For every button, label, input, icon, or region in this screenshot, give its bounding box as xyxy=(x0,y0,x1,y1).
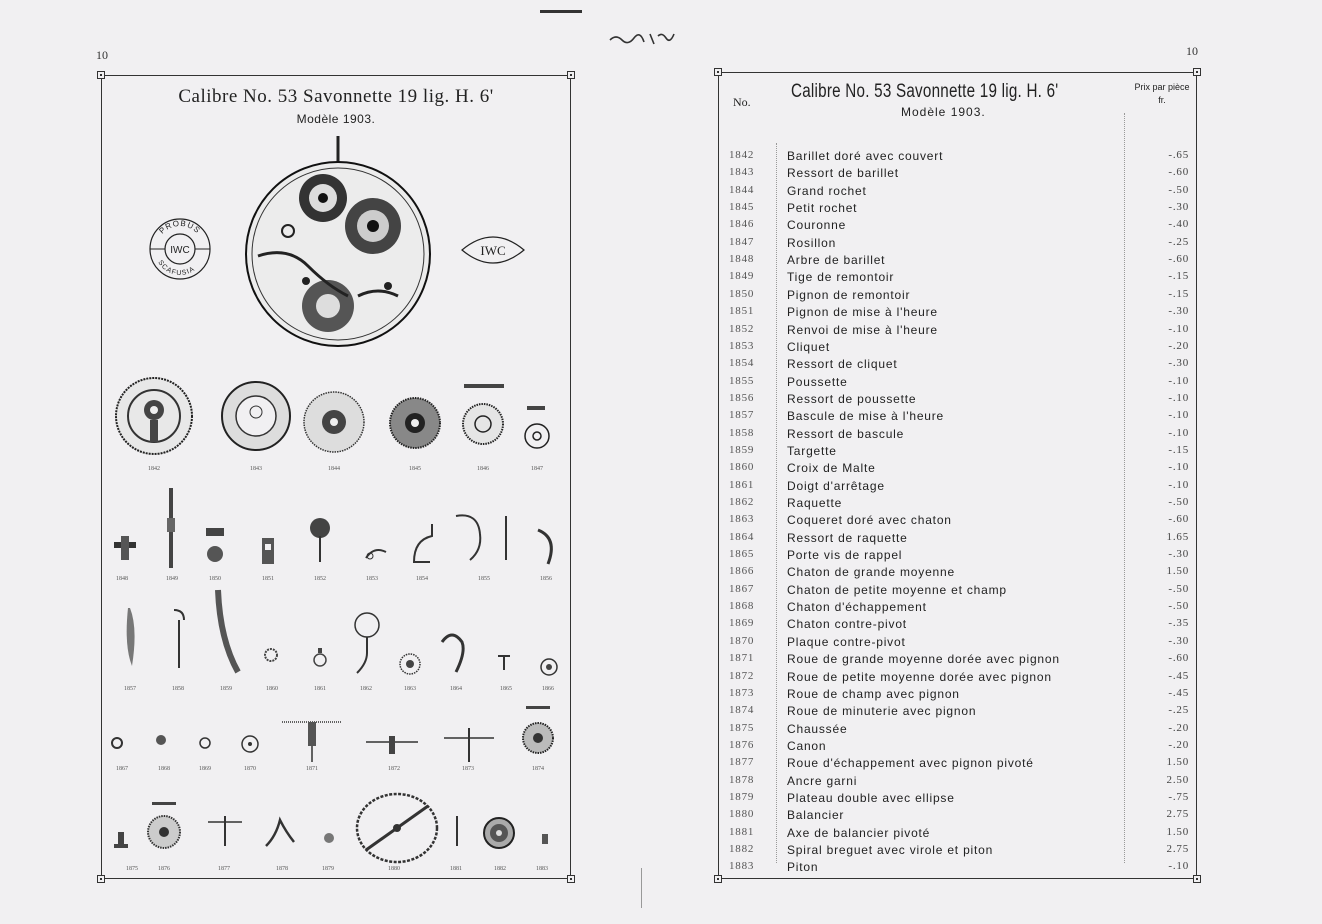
part-number: 1866 xyxy=(729,565,755,578)
part-description: Renvoi de mise à l'heure xyxy=(787,322,938,337)
figure-label: 1854 xyxy=(416,576,428,582)
price-list-row xyxy=(719,461,1189,478)
part-number: 1867 xyxy=(729,582,755,595)
part-figure-1852 xyxy=(308,516,332,564)
part-number: 1861 xyxy=(729,478,755,491)
figure-label: 1847 xyxy=(531,466,543,472)
part-number: 1881 xyxy=(729,825,755,838)
part-number: 1872 xyxy=(729,669,755,682)
part-number: 1844 xyxy=(729,183,755,196)
part-figure-1844 xyxy=(302,390,366,454)
price-list-row xyxy=(719,565,1189,582)
part-number: 1868 xyxy=(729,600,755,613)
part-description: Targette xyxy=(787,443,837,458)
right-page-subtitle: Modèle 1903. xyxy=(901,105,986,119)
figure-label: 1859 xyxy=(220,686,232,692)
part-figure-1857 xyxy=(122,606,140,670)
price-list-row xyxy=(719,340,1189,357)
part-price: -.15 xyxy=(1168,270,1189,283)
frame-corner xyxy=(714,68,722,76)
part-number: 1875 xyxy=(729,721,755,734)
iwc-lozenge-logo xyxy=(460,234,526,266)
part-description: Barillet doré avec couvert xyxy=(787,149,944,163)
price-list-row xyxy=(719,149,1189,166)
part-price: 1.50 xyxy=(1166,825,1189,838)
figure-label: 1849 xyxy=(166,576,178,582)
part-figure-1876 xyxy=(144,802,184,850)
price-list-row xyxy=(719,756,1189,773)
right-page-title: Calibre No. 53 Savonnette 19 lig. H. 6' xyxy=(791,81,1059,102)
figure-label: 1876 xyxy=(158,866,170,872)
handwritten-mark xyxy=(608,30,678,46)
price-list-row xyxy=(719,722,1189,739)
part-description: Bascule de mise à l'heure xyxy=(787,409,945,424)
part-description: Pignon de remontoir xyxy=(787,287,911,302)
part-figure-1873 xyxy=(444,728,494,762)
left-page-number: 10 xyxy=(96,48,108,62)
part-figure-1867 xyxy=(110,736,124,750)
part-price: -.20 xyxy=(1168,721,1189,734)
figure-label: 1843 xyxy=(250,466,262,472)
part-number: 1850 xyxy=(729,287,755,300)
part-description: Roue de champ avec pignon xyxy=(787,686,960,701)
part-figure-1869 xyxy=(198,736,212,750)
price-list-row xyxy=(719,652,1189,669)
part-description: Cliquet xyxy=(787,339,830,354)
part-price: -.10 xyxy=(1168,409,1189,422)
part-price: 1.50 xyxy=(1166,565,1189,578)
figure-label: 1870 xyxy=(244,766,256,772)
frame-corner xyxy=(1193,68,1201,76)
part-number: 1882 xyxy=(729,843,755,855)
part-price: -.10 xyxy=(1168,478,1189,491)
part-figure-1859 xyxy=(212,588,242,674)
price-list-row xyxy=(719,375,1189,392)
part-description: Poussette xyxy=(787,374,848,389)
left-page-subtitle: Modèle 1903. xyxy=(296,112,376,126)
part-figure-1845 xyxy=(388,396,442,450)
part-number: 1871 xyxy=(729,652,755,665)
price-list-row xyxy=(719,409,1189,426)
price-list-row xyxy=(719,236,1189,253)
figure-label: 1879 xyxy=(322,866,334,872)
figure-label: 1880 xyxy=(388,866,400,872)
figure-label: 1842 xyxy=(148,466,160,472)
part-description: Ressort de barillet xyxy=(787,166,899,181)
part-number: 1860 xyxy=(729,461,755,474)
part-description: Plaque contre-pivot xyxy=(787,634,906,649)
part-figure-1846 xyxy=(458,384,508,446)
figure-label: 1860 xyxy=(266,686,278,692)
part-price: -.50 xyxy=(1168,600,1189,613)
part-description: Croix de Malte xyxy=(787,461,876,476)
part-number: 1842 xyxy=(729,149,755,161)
figure-label: 1874 xyxy=(532,766,544,772)
figure-label: 1862 xyxy=(360,686,372,692)
part-figure-1862 xyxy=(352,611,382,675)
svg-text:SCAFUSIA xyxy=(156,259,196,277)
right-page-frame xyxy=(718,72,1197,879)
part-price: -.65 xyxy=(1168,149,1189,161)
price-list-row xyxy=(719,218,1189,235)
figure-label: 1867 xyxy=(116,766,128,772)
price-list-row xyxy=(719,270,1189,287)
price-list-row xyxy=(719,201,1189,218)
figure-label: 1845 xyxy=(409,466,421,472)
part-price: -.45 xyxy=(1168,686,1189,699)
figure-label: 1846 xyxy=(477,466,489,472)
part-figure-1842 xyxy=(114,372,194,460)
part-price: -.15 xyxy=(1168,443,1189,456)
figure-label: 1872 xyxy=(388,766,400,772)
part-price: 2.50 xyxy=(1166,773,1189,786)
part-figure-1875 xyxy=(114,832,128,848)
part-figure-1847 xyxy=(522,406,552,450)
part-figure-1864 xyxy=(438,632,468,676)
scan-mark-top xyxy=(540,10,582,13)
figure-label: 1852 xyxy=(314,576,326,582)
part-description: Ancre garni xyxy=(787,773,858,788)
price-list-row xyxy=(719,635,1189,652)
figure-label: 1848 xyxy=(116,576,128,582)
part-price: -.25 xyxy=(1168,235,1189,248)
price-list-row xyxy=(719,548,1189,565)
part-figure-1872 xyxy=(366,732,418,756)
part-description: Roue de petite moyenne dorée avec pignon xyxy=(787,669,1052,684)
price-list-row xyxy=(719,687,1189,704)
part-number: 1846 xyxy=(729,218,755,231)
figure-label: 1883 xyxy=(536,866,548,872)
part-description: Tige de remontoir xyxy=(787,270,895,285)
part-price: 1.65 xyxy=(1166,530,1189,543)
part-description: Roue de grande moyenne dorée avec pignon xyxy=(787,652,1060,667)
figure-label: 1861 xyxy=(314,686,326,692)
part-price: -.10 xyxy=(1168,860,1189,873)
part-number: 1856 xyxy=(729,391,755,404)
part-price: -.35 xyxy=(1168,617,1189,630)
price-list-row xyxy=(719,739,1189,756)
part-number: 1863 xyxy=(729,513,755,526)
part-number: 1855 xyxy=(729,374,755,387)
figure-label: 1869 xyxy=(199,766,211,772)
part-figure-1848 xyxy=(112,536,138,562)
part-price: -.60 xyxy=(1168,166,1189,179)
price-list-row xyxy=(719,583,1189,600)
figure-label: 1868 xyxy=(158,766,170,772)
figure-label: 1878 xyxy=(276,866,288,872)
figure-label: 1882 xyxy=(494,866,506,872)
price-list-row xyxy=(719,704,1189,721)
part-figure-1871 xyxy=(282,716,342,764)
part-number: 1874 xyxy=(729,704,755,717)
price-list-row xyxy=(719,617,1189,634)
price-list-row xyxy=(719,860,1189,877)
part-number: 1869 xyxy=(729,617,755,630)
figure-label: 1856 xyxy=(540,576,552,582)
part-description: Ressort de cliquet xyxy=(787,357,898,372)
part-number: 1862 xyxy=(729,496,755,508)
part-figure-1856 xyxy=(534,526,558,566)
part-description: Chaton d'échappement xyxy=(787,600,927,615)
part-description: Ressort de bascule xyxy=(787,426,905,441)
part-number: 1849 xyxy=(729,270,755,283)
part-figure-1853 xyxy=(364,546,388,562)
part-number: 1843 xyxy=(729,166,755,179)
part-figure-1883 xyxy=(540,832,554,846)
part-figure-1874 xyxy=(520,706,556,758)
figure-label: 1855 xyxy=(478,576,490,582)
part-number: 1847 xyxy=(729,235,755,248)
frame-corner xyxy=(567,875,575,883)
part-price: -.50 xyxy=(1168,496,1189,508)
figure-label: 1877 xyxy=(218,866,230,872)
part-figure-1858 xyxy=(170,606,188,670)
part-price: -.60 xyxy=(1168,253,1189,266)
part-description: Plateau double avec ellipse xyxy=(787,790,955,805)
part-figure-1855 xyxy=(452,512,516,564)
watch-movement-illustration xyxy=(238,136,438,346)
part-description: Rosillon xyxy=(787,235,837,250)
seal-center-text: IWC xyxy=(170,245,190,256)
page-gutter-mark xyxy=(641,868,642,908)
part-figure-1843 xyxy=(220,380,292,452)
part-price: -.30 xyxy=(1168,634,1189,647)
figure-label: 1866 xyxy=(542,686,554,692)
part-description: Canon xyxy=(787,738,827,753)
part-description: Porte vis de rappel xyxy=(787,548,903,563)
figure-label: 1881 xyxy=(450,866,462,872)
part-description: Raquette xyxy=(787,496,843,510)
part-description: Grand rochet xyxy=(787,183,867,198)
price-list-row xyxy=(719,513,1189,530)
part-number: 1853 xyxy=(729,339,755,352)
price-list-row xyxy=(719,184,1189,201)
price-list-row xyxy=(719,253,1189,270)
part-figure-1878 xyxy=(262,816,296,850)
part-figure-1866 xyxy=(540,658,558,676)
part-price: -.50 xyxy=(1168,582,1189,595)
part-description: Chaton contre-pivot xyxy=(787,617,907,632)
part-price: -.15 xyxy=(1168,287,1189,300)
part-number: 1864 xyxy=(729,530,755,543)
part-price: -.75 xyxy=(1168,790,1189,803)
part-number: 1883 xyxy=(729,860,755,873)
price-list-row xyxy=(719,288,1189,305)
part-price: -.30 xyxy=(1168,305,1189,318)
part-number: 1865 xyxy=(729,548,755,561)
part-price: 2.75 xyxy=(1166,843,1189,855)
part-price: -.60 xyxy=(1168,513,1189,526)
part-number: 1852 xyxy=(729,322,755,335)
figure-label: 1853 xyxy=(366,576,378,582)
figure-label: 1863 xyxy=(404,686,416,692)
part-figure-1849 xyxy=(164,488,178,568)
part-figure-1861 xyxy=(312,648,328,668)
part-number: 1857 xyxy=(729,409,755,422)
part-price: -.40 xyxy=(1168,218,1189,231)
part-price: -.20 xyxy=(1168,339,1189,352)
part-description: Petit rochet xyxy=(787,201,858,216)
price-list-row xyxy=(719,496,1189,513)
part-number: 1854 xyxy=(729,357,755,370)
price-list-row xyxy=(719,531,1189,548)
part-figure-1870 xyxy=(240,734,260,754)
price-list-row xyxy=(719,826,1189,843)
part-description: Axe de balancier pivoté xyxy=(787,825,931,840)
figure-label: 1844 xyxy=(328,466,340,472)
part-description: Piton xyxy=(787,860,819,875)
part-price: -.30 xyxy=(1168,548,1189,561)
part-description: Coqueret doré avec chaton xyxy=(787,513,952,528)
part-number: 1870 xyxy=(729,634,755,647)
figure-label: 1858 xyxy=(172,686,184,692)
part-price: 1.50 xyxy=(1166,756,1189,769)
left-page-title: Calibre No. 53 Savonnette 19 lig. H. 6' xyxy=(178,86,494,107)
part-description: Doigt d'arrêtage xyxy=(787,478,885,493)
part-description: Arbre de barillet xyxy=(787,253,886,268)
part-figure-1860 xyxy=(264,646,278,664)
part-number: 1878 xyxy=(729,773,755,786)
price-list-row xyxy=(719,323,1189,340)
part-figure-1863 xyxy=(398,652,422,676)
part-figure-1877 xyxy=(208,816,242,846)
part-number: 1858 xyxy=(729,426,755,439)
part-description: Spiral breguet avec virole et piton xyxy=(787,843,994,857)
part-description: Roue de minuterie avec pignon xyxy=(787,704,977,719)
part-number: 1879 xyxy=(729,790,755,803)
part-number: 1877 xyxy=(729,756,755,769)
frame-corner xyxy=(97,875,105,883)
part-description: Chaton de petite moyenne et champ xyxy=(787,582,1007,597)
part-number: 1873 xyxy=(729,686,755,699)
part-figure-1881 xyxy=(452,816,462,846)
figure-label: 1871 xyxy=(306,766,318,772)
price-header-line1: Prix par pièce xyxy=(1134,82,1190,92)
part-price: -.50 xyxy=(1168,183,1189,196)
part-price: -.10 xyxy=(1168,391,1189,404)
price-list-row xyxy=(719,843,1189,860)
part-figure-1850 xyxy=(204,528,226,564)
price-list-row xyxy=(719,392,1189,409)
price-list-row xyxy=(719,808,1189,825)
frame-corner xyxy=(97,71,105,79)
price-list-row xyxy=(719,427,1189,444)
iwc-lozenge-text: IWC xyxy=(480,243,506,258)
price-list-row xyxy=(719,305,1189,322)
part-number: 1880 xyxy=(729,808,755,821)
price-list-row xyxy=(719,670,1189,687)
price-header-line2: fr. xyxy=(1158,95,1166,105)
part-figure-1880 xyxy=(352,788,442,862)
part-price: -.30 xyxy=(1168,357,1189,370)
part-number: 1859 xyxy=(729,443,755,456)
part-figure-1868 xyxy=(154,733,168,747)
frame-corner xyxy=(1193,875,1201,883)
seal-top-text: PROBUS xyxy=(157,218,203,236)
part-figure-1882 xyxy=(482,816,516,850)
seal-bottom-text: SCAFUSIA xyxy=(156,259,197,278)
part-description: Chaussée xyxy=(787,721,848,736)
price-list-row xyxy=(719,791,1189,808)
part-price: -.20 xyxy=(1168,738,1189,751)
svg-text:PROBUS xyxy=(157,219,202,236)
part-price: -.10 xyxy=(1168,374,1189,387)
probus-iwc-seal xyxy=(147,216,213,282)
part-figure-1851 xyxy=(260,538,276,564)
part-price: -.45 xyxy=(1168,669,1189,682)
part-number: 1845 xyxy=(729,201,755,214)
part-description: Balancier xyxy=(787,808,845,823)
part-price: -.60 xyxy=(1168,652,1189,665)
part-price: -.10 xyxy=(1168,426,1189,439)
part-number: 1876 xyxy=(729,738,755,751)
column-header-price xyxy=(1132,81,1192,107)
part-description: Chaton de grande moyenne xyxy=(787,565,955,580)
figure-label: 1864 xyxy=(450,686,462,692)
price-list-row xyxy=(719,444,1189,461)
right-page-number: 10 xyxy=(1186,44,1198,58)
part-description: Ressort de raquette xyxy=(787,530,908,545)
part-price: -.30 xyxy=(1168,201,1189,214)
figure-label: 1857 xyxy=(124,686,136,692)
frame-corner xyxy=(567,71,575,79)
column-header-no: No. xyxy=(733,95,751,109)
figure-label: 1873 xyxy=(462,766,474,772)
part-number: 1851 xyxy=(729,305,755,318)
figure-label: 1851 xyxy=(262,576,274,582)
part-figure-1879 xyxy=(322,831,336,845)
part-price: 2.75 xyxy=(1166,808,1189,821)
part-description: Couronne xyxy=(787,218,847,233)
part-description: Pignon de mise à l'heure xyxy=(787,305,938,320)
price-list-row xyxy=(719,774,1189,791)
price-list-row xyxy=(719,357,1189,374)
left-page-frame xyxy=(101,75,571,879)
price-list-row xyxy=(719,479,1189,496)
part-description: Ressort de poussette xyxy=(787,391,917,406)
figure-label: 1865 xyxy=(500,686,512,692)
part-price: -.10 xyxy=(1168,322,1189,335)
part-description: Roue d'échappement avec pignon pivoté xyxy=(787,756,1034,771)
part-figure-1854 xyxy=(408,522,436,566)
price-list-row xyxy=(719,166,1189,183)
part-price: -.25 xyxy=(1168,704,1189,717)
price-list-row xyxy=(719,600,1189,617)
part-number: 1848 xyxy=(729,253,755,266)
figure-label: 1875 xyxy=(126,866,138,872)
part-figure-1865 xyxy=(496,652,512,672)
figure-label: 1850 xyxy=(209,576,221,582)
part-price: -.10 xyxy=(1168,461,1189,474)
